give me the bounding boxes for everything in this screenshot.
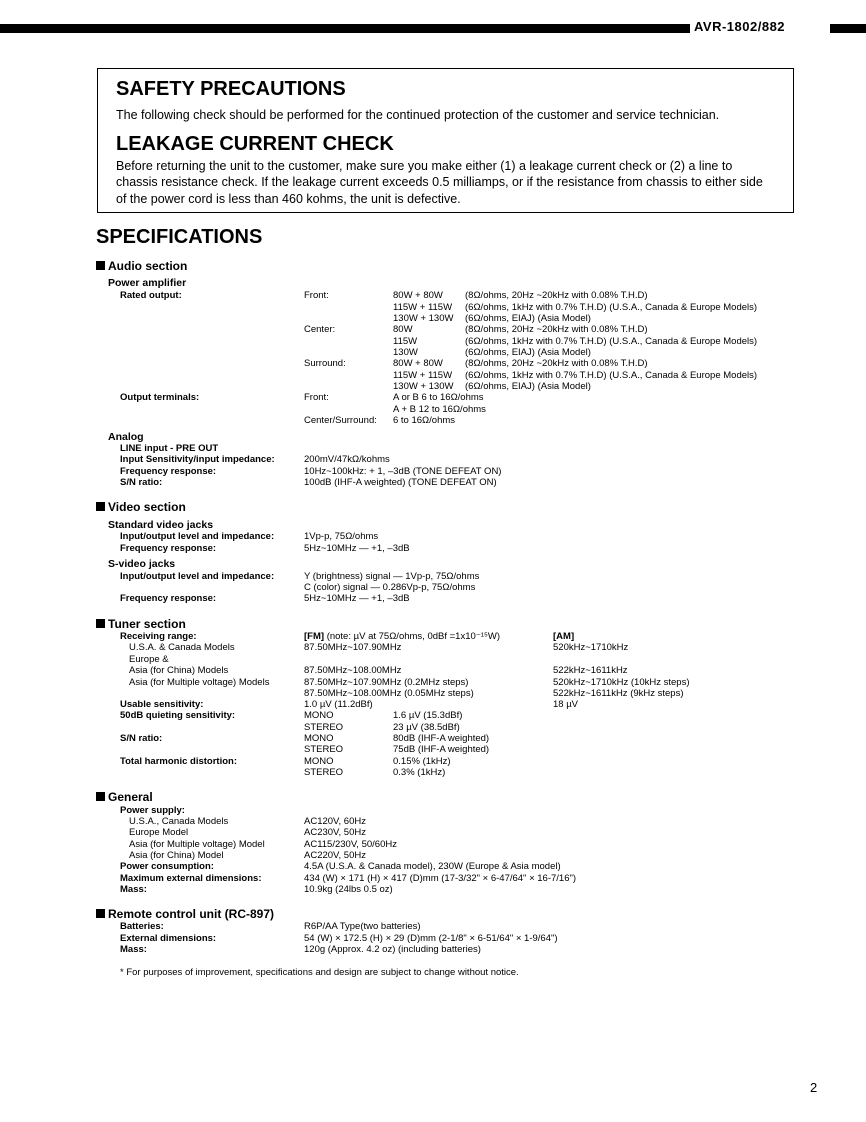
tuner-multi-fm-1: 87.50MHz~107.90MHz (0.2MHz steps) — [304, 677, 469, 688]
general-section-heading: General — [96, 790, 153, 804]
analog-heading: Analog — [108, 431, 144, 443]
footnote: * For purposes of improvement, specifications and design are subject to change without notice. — [120, 967, 519, 978]
standard-video-heading: Standard video jacks — [108, 519, 214, 531]
center-cond-2: (6Ω/ohms, 1kHz with 0.7% T.H.D) (U.S.A., Canada & Europe Models) — [465, 336, 758, 347]
header-rule — [0, 24, 690, 33]
bullet-square-icon — [96, 502, 105, 511]
ot-front-b: A + B 12 to 16Ω/ohms — [393, 404, 486, 415]
front-power-2: 115W + 115W — [393, 302, 453, 313]
ot-cs-label: Center/Surround: — [304, 415, 377, 426]
center-power-1: 80W — [393, 324, 413, 335]
bullet-square-icon — [96, 792, 105, 801]
video-freq-label: Frequency response: — [120, 543, 217, 554]
bullet-square-icon — [96, 261, 105, 270]
ps-multi-value: AC115/230V, 50/60Hz — [304, 839, 397, 850]
ps-europe-label: Europe Model — [129, 827, 189, 838]
general-mass-label: Mass: — [120, 884, 147, 895]
svideo-heading: S-video jacks — [108, 558, 176, 570]
usable-sensitivity-am: 18 µV — [553, 699, 579, 710]
line-input-label: LINE input - PRE OUT — [120, 443, 219, 454]
power-consumption-label: Power consumption: — [120, 861, 214, 872]
batteries-value: R6P/AA Type(two batteries) — [304, 921, 421, 932]
quieting-label: 50dB quieting sensitivity: — [120, 710, 236, 721]
page-number: 2 — [810, 1080, 818, 1095]
remote-mass-label: Mass: — [120, 944, 147, 955]
sn-mono-value: 80dB (IHF-A weighted) — [393, 733, 490, 744]
thd-stereo-value: 0.3% (1kHz) — [393, 767, 446, 778]
safety-box — [97, 68, 794, 213]
thd-mono-label: MONO — [304, 756, 334, 767]
surround-power-1: 80W + 80W — [393, 358, 443, 369]
thd-label: Total harmonic distortion: — [120, 756, 237, 767]
bullet-square-icon — [96, 909, 105, 918]
leakage-text: Before returning the unit to the customer, make sure you make either (1) a leakage current check or (2) a line to chassis resistance check. If the leakage current exceeds 0.5 milliamps, or if the resistance from chassis to either side of the power cord is less than 460 kohms, the unit is defective. — [116, 158, 763, 206]
video-freq-value: 5Hz~10MHz — +1, –3dB — [304, 543, 410, 554]
center-power-3: 130W — [393, 347, 418, 358]
quieting-stereo-value: 23 µV (38.5dBf) — [393, 722, 460, 733]
analog-freq-label: Frequency response: — [120, 466, 217, 477]
tuner-china-label: Asia (for China) Models — [129, 665, 229, 676]
tuner-multi-fm-2: 87.50MHz~108.00MHz (0.05MHz steps) — [304, 688, 474, 699]
general-mass-value: 10.9kg (24lbs 0.5 oz) — [304, 884, 393, 895]
thd-mono-value: 0.15% (1kHz) — [393, 756, 451, 767]
tuner-usa-label: U.S.A. & Canada Models — [129, 642, 235, 653]
tuner-section-heading: Tuner section — [96, 617, 186, 631]
tuner-europe-label: Europe & — [129, 654, 169, 665]
usable-sensitivity-label: Usable sensitivity: — [120, 699, 204, 710]
surround-cond-1: (8Ω/ohms, 20Hz ~20kHz with 0.08% T.H.D) — [465, 358, 648, 369]
max-dimensions-value: 434 (W) × 171 (H) × 417 (D)mm (17-3/32" × 6-47/64" × 16-7/16") — [304, 873, 577, 884]
power-amplifier-heading: Power amplifier — [108, 277, 187, 289]
center-power-2: 115W — [393, 336, 418, 347]
front-cond-2: (6Ω/ohms, 1kHz with 0.7% T.H.D) (U.S.A., Canada & Europe Models) — [465, 302, 758, 313]
svideo-io-label: Input/output level and impedance: — [120, 571, 275, 582]
ps-usa-label: U.S.A., Canada Models — [129, 816, 229, 827]
bullet-square-icon — [96, 619, 105, 628]
front-power-1: 80W + 80W — [393, 290, 443, 301]
front-power-3: 130W + 130W — [393, 313, 454, 324]
remote-mass-value: 120g (Approx. 4.2 oz) (including batteries) — [304, 944, 481, 955]
svideo-io-value-2: C (color) signal — 0.286Vp-p, 75Ω/ohms — [304, 582, 476, 593]
front-cond-3: (6Ω/ohms, EIAJ) (Asia Model) — [465, 313, 591, 324]
tuner-usa-am: 520kHz~1710kHz — [553, 642, 629, 653]
ot-front-label: Front: — [304, 392, 329, 403]
tuner-sn-label: S/N ratio: — [120, 733, 163, 744]
ot-cs-value: 6 to 16Ω/ohms — [393, 415, 456, 426]
header-bar — [0, 19, 866, 34]
output-terminals-label: Output terminals: — [120, 392, 200, 403]
center-cond-1: (8Ω/ohms, 20Hz ~20kHz with 0.08% T.H.D) — [465, 324, 648, 335]
ps-china-label: Asia (for China) Model — [129, 850, 224, 861]
quieting-mono-label: MONO — [304, 710, 334, 721]
surround-label: Surround: — [304, 358, 346, 369]
model-name: AVR-1802/882 — [694, 19, 786, 34]
video-io-label: Input/output level and impedance: — [120, 531, 275, 542]
am-header: [AM] — [553, 631, 575, 642]
video-section-heading: Video section — [96, 500, 186, 514]
tuner-china-am: 522kHz~1611kHz — [553, 665, 628, 676]
fm-header: [FM] (note: µV at 75Ω/ohms, 0dBf =1x10⁻¹⁵W) — [304, 631, 501, 642]
specifications-title: SPECIFICATIONS — [96, 226, 263, 248]
safety-title: SAFETY PRECAUTIONS — [116, 78, 346, 100]
safety-text: The following check should be performed for the continued protection of the customer and service technician. — [116, 108, 720, 122]
power-consumption-value: 4.5A (U.S.A. & Canada model), 230W (Europe & Asia model) — [304, 861, 561, 872]
quieting-mono-value: 1.6 µV (15.3dBf) — [393, 710, 463, 721]
tuner-multi-am-1: 520kHz~1710kHz (10kHz steps) — [553, 677, 690, 688]
analog-freq-value: 10Hz~100kHz: + 1, –3dB (TONE DEFEAT ON) — [304, 466, 502, 477]
tuner-china-fm: 87.50MHz~108.00MHz — [304, 665, 402, 676]
quieting-stereo-label: STEREO — [304, 722, 344, 733]
front-label: Front: — [304, 290, 329, 301]
tuner-multi-am-2: 522kHz~1611kHz (9kHz steps) — [553, 688, 684, 699]
leakage-title: LEAKAGE CURRENT CHECK — [116, 132, 394, 155]
ot-front-a: A or B 6 to 16Ω/ohms — [393, 392, 484, 403]
sn-mono-label: MONO — [304, 733, 334, 744]
remote-dimensions-label: External dimensions: — [120, 933, 217, 944]
tuner-usa-fm: 87.50MHz~107.90MHz — [304, 642, 402, 653]
rated-output-label: Rated output: — [120, 290, 182, 301]
batteries-label: Batteries: — [120, 921, 164, 932]
receiving-range-label: Receiving range: — [120, 631, 197, 642]
sn-stereo-value: 75dB (IHF-A weighted) — [393, 744, 490, 755]
ps-multi-label: Asia (for Multiple voltage) Model — [129, 839, 265, 850]
sn-stereo-label: STEREO — [304, 744, 344, 755]
max-dimensions-label: Maximum external dimensions: — [120, 873, 262, 884]
video-io-value: 1Vp-p, 75Ω/ohms — [304, 531, 379, 542]
front-cond-1: (8Ω/ohms, 20Hz ~20kHz with 0.08% T.H.D) — [465, 290, 648, 301]
thd-stereo-label: STEREO — [304, 767, 344, 778]
tuner-multi-label: Asia (for Multiple voltage) Models — [129, 677, 270, 688]
remote-dimensions-value: 54 (W) × 172.5 (H) × 29 (D)mm (2-1/8" × 6-51/64" × 1-9/64") — [304, 933, 558, 944]
remote-section-heading: Remote control unit (RC-897) — [96, 907, 274, 921]
center-cond-3: (6Ω/ohms, EIAJ) (Asia Model) — [465, 347, 591, 358]
surround-power-3: 130W + 130W — [393, 381, 454, 392]
usable-sensitivity-fm: 1.0 µV (11.2dBf) — [304, 699, 373, 710]
input-sensitivity-value: 200mV/47kΩ/kohms — [304, 454, 390, 465]
surround-cond-3: (6Ω/ohms, EIAJ) (Asia Model) — [465, 381, 591, 392]
svideo-freq-label: Frequency response: — [120, 593, 217, 604]
audio-section-heading: Audio section — [96, 259, 187, 273]
svideo-freq-value: 5Hz~10MHz — +1, –3dB — [304, 593, 410, 604]
center-label: Center: — [304, 324, 336, 335]
analog-sn-value: 100dB (IHF-A weighted) (TONE DEFEAT ON) — [304, 477, 497, 488]
ps-china-value: AC220V, 50Hz — [304, 850, 366, 861]
ps-usa-value: AC120V, 60Hz — [304, 816, 366, 827]
input-sensitivity-label: Input Sensitivity/input impedance: — [120, 454, 275, 465]
surround-power-2: 115W + 115W — [393, 370, 453, 381]
analog-sn-label: S/N ratio: — [120, 477, 163, 488]
power-supply-label: Power supply: — [120, 805, 185, 816]
svideo-io-value-1: Y (brightness) signal — 1Vp-p, 75Ω/ohms — [304, 571, 480, 582]
surround-cond-2: (6Ω/ohms, 1kHz with 0.7% T.H.D) (U.S.A., Canada & Europe Models) — [465, 370, 758, 381]
header-rule-end — [830, 24, 866, 33]
ps-europe-value: AC230V, 50Hz — [304, 827, 366, 838]
